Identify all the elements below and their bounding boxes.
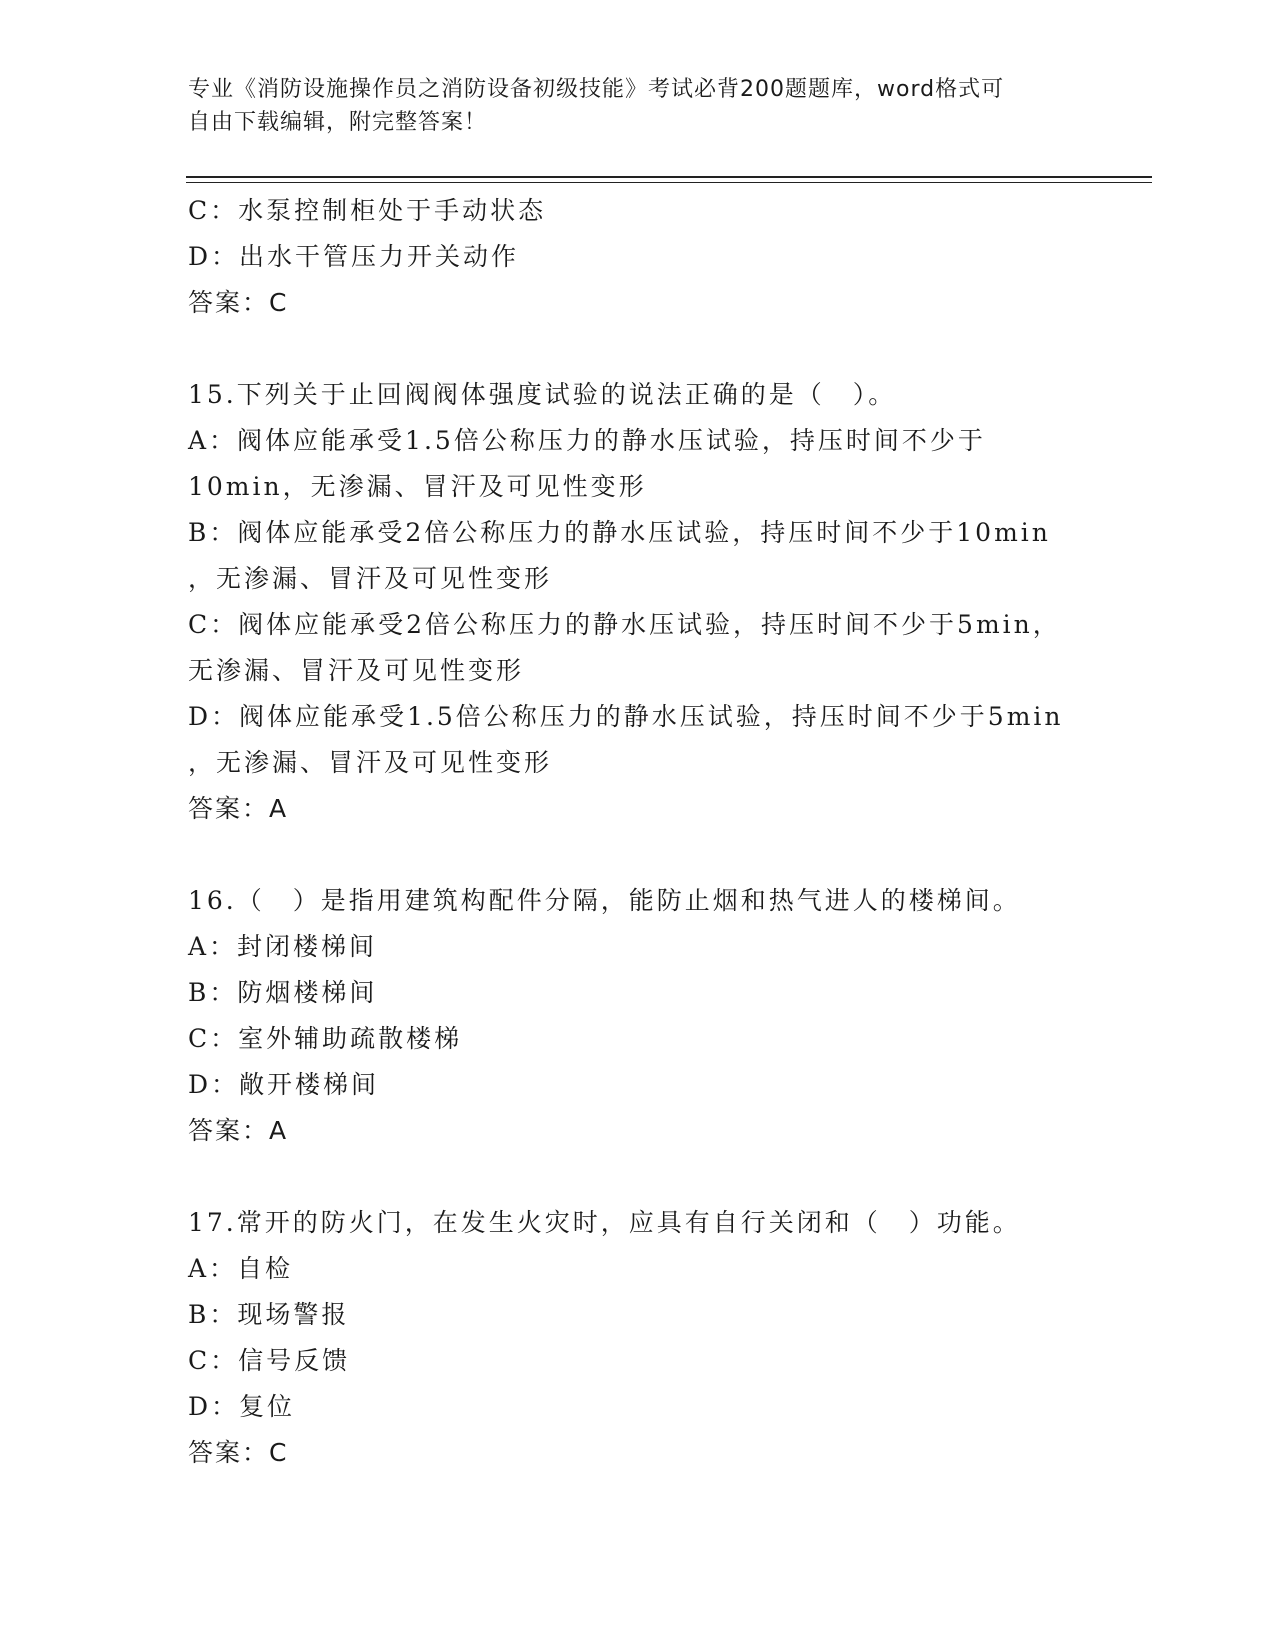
q17-option-a: A：自检: [188, 1254, 294, 1283]
document-body: [188, 188, 1088, 1476]
q16-option-b: B：防烟楼梯间: [188, 978, 378, 1007]
q15-option-a-line-2: 10min，无渗漏、冒汗及可见性变形: [188, 472, 647, 501]
q17-answer: 答案：C: [188, 1438, 289, 1467]
q15-option-b-line-2: ，无渗漏、冒汗及可见性变形: [188, 564, 553, 593]
header-line-2: 自由下载编辑，附完整答案！: [188, 110, 488, 135]
q15-option-a-line-1: A：阀体应能承受1.5倍公称压力的静水压试验，持压时间不少于: [188, 426, 986, 455]
header-rule-thick: [186, 176, 1152, 178]
q16-answer: 答案：A: [188, 1116, 289, 1145]
q15-answer: 答案：A: [188, 794, 289, 823]
q15-option-d-line-2: ，无渗漏、冒汗及可见性变形: [188, 748, 553, 777]
q15-option-d-line-1: D：阀体应能承受1.5倍公称压力的静水压试验，持压时间不少于5min: [188, 702, 1064, 731]
q14-option-d: D：出水干管压力开关动作: [188, 242, 520, 271]
q15-option-b-line-1: B：阀体应能承受2倍公称压力的静水压试验，持压时间不少于10min: [188, 518, 1051, 547]
q16-question: 16.（ ）是指用建筑构配件分隔，能防止烟和热气进人的楼梯间。: [188, 886, 1021, 915]
document-header: [188, 73, 1088, 139]
q17-option-c: C：信号反馈: [188, 1346, 351, 1375]
header-line-1: 专业《消防设施操作员之消防设备初级技能》考试必背200题题库，word格式可: [188, 77, 1005, 102]
q15-question: 15.下列关于止回阀阀体强度试验的说法正确的是（ ）。: [188, 380, 897, 409]
q14-option-c: C：水泵控制柜处于手动状态: [188, 196, 547, 225]
q14-answer: 答案：C: [188, 288, 289, 317]
q17-option-d: D：复位: [188, 1392, 296, 1421]
q16-option-a: A：封闭楼梯间: [188, 932, 378, 961]
q16-option-c: C：室外辅助疏散楼梯: [188, 1024, 463, 1053]
q15-option-c-line-1: C：阀体应能承受2倍公称压力的静水压试验，持压时间不少于5min，: [188, 610, 1061, 639]
q15-option-c-line-2: 无渗漏、冒汗及可见性变形: [188, 656, 525, 685]
q17-question: 17.常开的防火门，在发生火灾时，应具有自行关闭和（ ）功能。: [188, 1208, 1021, 1237]
q16-option-d: D：敞开楼梯间: [188, 1070, 380, 1099]
q17-option-b: B：现场警报: [188, 1300, 350, 1329]
header-rule-thin: [186, 182, 1152, 183]
